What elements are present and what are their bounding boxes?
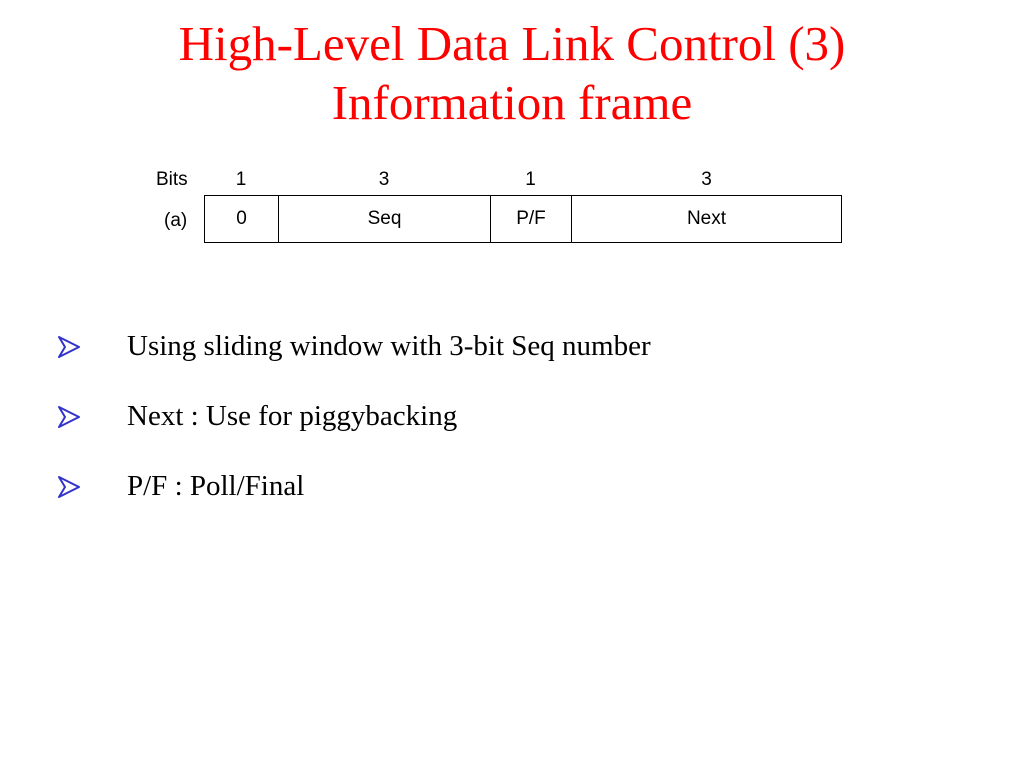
arrow-bullet-icon: [56, 474, 82, 500]
bit-count-field-pf: 1: [525, 169, 536, 190]
bit-count-field-next: 3: [701, 169, 712, 190]
slide-title-line-1: High-Level Data Link Control (3): [178, 16, 846, 71]
frame-row-label: (a): [164, 210, 188, 231]
bullet-text: P/F : Poll/Final: [127, 470, 305, 502]
bit-count-field-seq: 3: [378, 169, 390, 190]
slide-title: [0, 14, 1024, 132]
frame-field-0: 0: [205, 196, 279, 242]
slide-title-line-2: Information frame: [331, 75, 693, 130]
bullet-text: Using sliding window with 3-bit Seq number: [127, 330, 651, 362]
frame-field-pf: P/F: [491, 196, 572, 242]
bullet-text: Next : Use for piggybacking: [127, 400, 458, 432]
frame-field-seq: Seq: [279, 196, 491, 242]
frame-format-diagram: [150, 165, 850, 250]
bit-count-field-0: 1: [235, 169, 247, 190]
bits-label: Bits: [156, 169, 188, 190]
arrow-bullet-icon: [56, 404, 82, 430]
frame-fields-box: [204, 195, 842, 243]
bits-row: [150, 169, 850, 193]
frame-field-next: Next: [686, 208, 727, 229]
arrow-bullet-icon: [56, 334, 82, 360]
